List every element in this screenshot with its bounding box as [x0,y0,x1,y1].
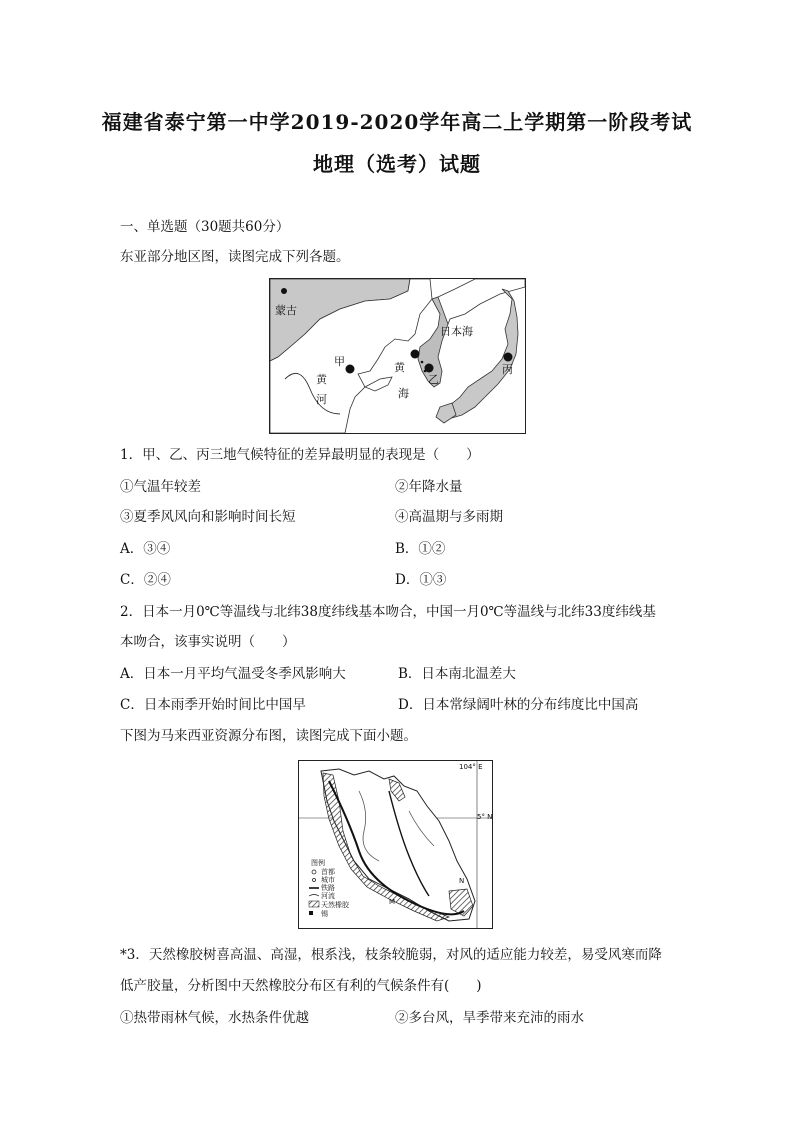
page-subtitle: 地理（选考）试题 [313,152,481,176]
label-104e: 104° E [459,763,483,771]
legend-rail: 铁路 [321,884,335,892]
label-jia: 甲 [334,355,345,368]
point-mongolia [281,288,287,294]
label-yellow-sea-1: 黄 [394,361,405,374]
q3-item-2: ②多台风，旱季带来充沛的雨水 [395,1010,584,1026]
legend-rubber: 天然橡胶 [321,901,349,909]
q1-item-4: ④高温期与多雨期 [395,509,503,525]
river-symbol-icon [309,895,319,897]
q3-stem-line1: *3．天然橡胶树喜高温、高湿，根系浅，枝条较脆弱，对风的适应能力较差，易受风寒而降 [120,947,662,963]
q1-item-2: ②年降水量 [395,479,463,495]
page-title: 福建省泰宁第一中学2019-2020学年高二上学期第一阶段考试 [101,110,693,134]
q2-option-c: C．日本雨季开始时间比中国早 [120,697,306,713]
capital-symbol-icon [312,870,316,874]
rubber-symbol-icon [309,901,319,907]
intro-text-2: 下图为马来西亚资源分布图，读图完成下面小题。 [120,728,417,744]
tin-symbol-icon [309,911,313,915]
q1-item-1: ①气温年较差 [120,479,201,495]
q1-option-d: D．①③ [395,572,447,588]
q3-item-1: ①热带雨林气候，水热条件优越 [120,1010,309,1026]
label-m: M [389,898,396,906]
q1-option-c: C．②④ [120,572,171,588]
intro-text-1: 东亚部分地区图，读图完成下列各题。 [120,249,350,265]
dot-small [424,370,427,373]
dot-small [421,361,424,364]
point-jia [346,365,355,374]
q1-item-3: ③夏季风风向和影响时间长短 [120,509,296,525]
q1-option-a: A．③④ [120,541,171,557]
label-5n: 5° N [477,813,492,821]
label-bing: 丙 [502,363,513,376]
legend-capital: 首都 [321,868,335,876]
east-asia-map [269,278,526,434]
malaysia-resource-map [298,760,493,929]
q2-option-b: B．日本南北温差大 [398,666,516,682]
legend-city: 城市 [321,876,335,884]
point-korea [411,350,420,359]
point-bing [504,353,513,362]
q2-option-a: A．日本一月平均气温受冬季风影响大 [120,666,346,682]
q3-stem-line2: 低产胶量，分析图中天然橡胶分布区有利的气候条件有( ) [120,978,482,994]
kyushu-island [436,403,456,423]
q1-stem: 1．甲、乙、丙三地气候特征的差异最明显的表现是（ ） [120,447,480,463]
label-n: N [459,877,465,885]
label-sea-of-japan: 日本海 [440,325,473,338]
section-heading: 一、单选题（30题共60分） [120,219,290,235]
q2-option-d: D．日本常绿阔叶林的分布纬度比中国高 [398,697,639,713]
label-yi: 乙 [428,373,439,386]
label-mongolia: 蒙古 [275,304,297,317]
legend-river: 河流 [321,892,335,900]
q2-stem-line1: 2．日本一月0℃等温线与北纬38度纬线基本吻合，中国一月0℃等温线与北纬33度纬线基 [120,604,656,620]
q1-option-b: B．①② [395,541,446,557]
legend-title: 图例 [311,859,325,867]
label-huang-river-2: 河 [316,393,327,406]
label-huang-river-1: 黄 [316,373,327,386]
q2-stem-line2: 本吻合，该事实说明（ ） [120,634,296,650]
shandong-peninsula [365,377,392,391]
label-yellow-sea-2: 海 [398,387,409,400]
city-symbol-icon [313,879,316,882]
legend-tin: 锡 [321,910,328,918]
